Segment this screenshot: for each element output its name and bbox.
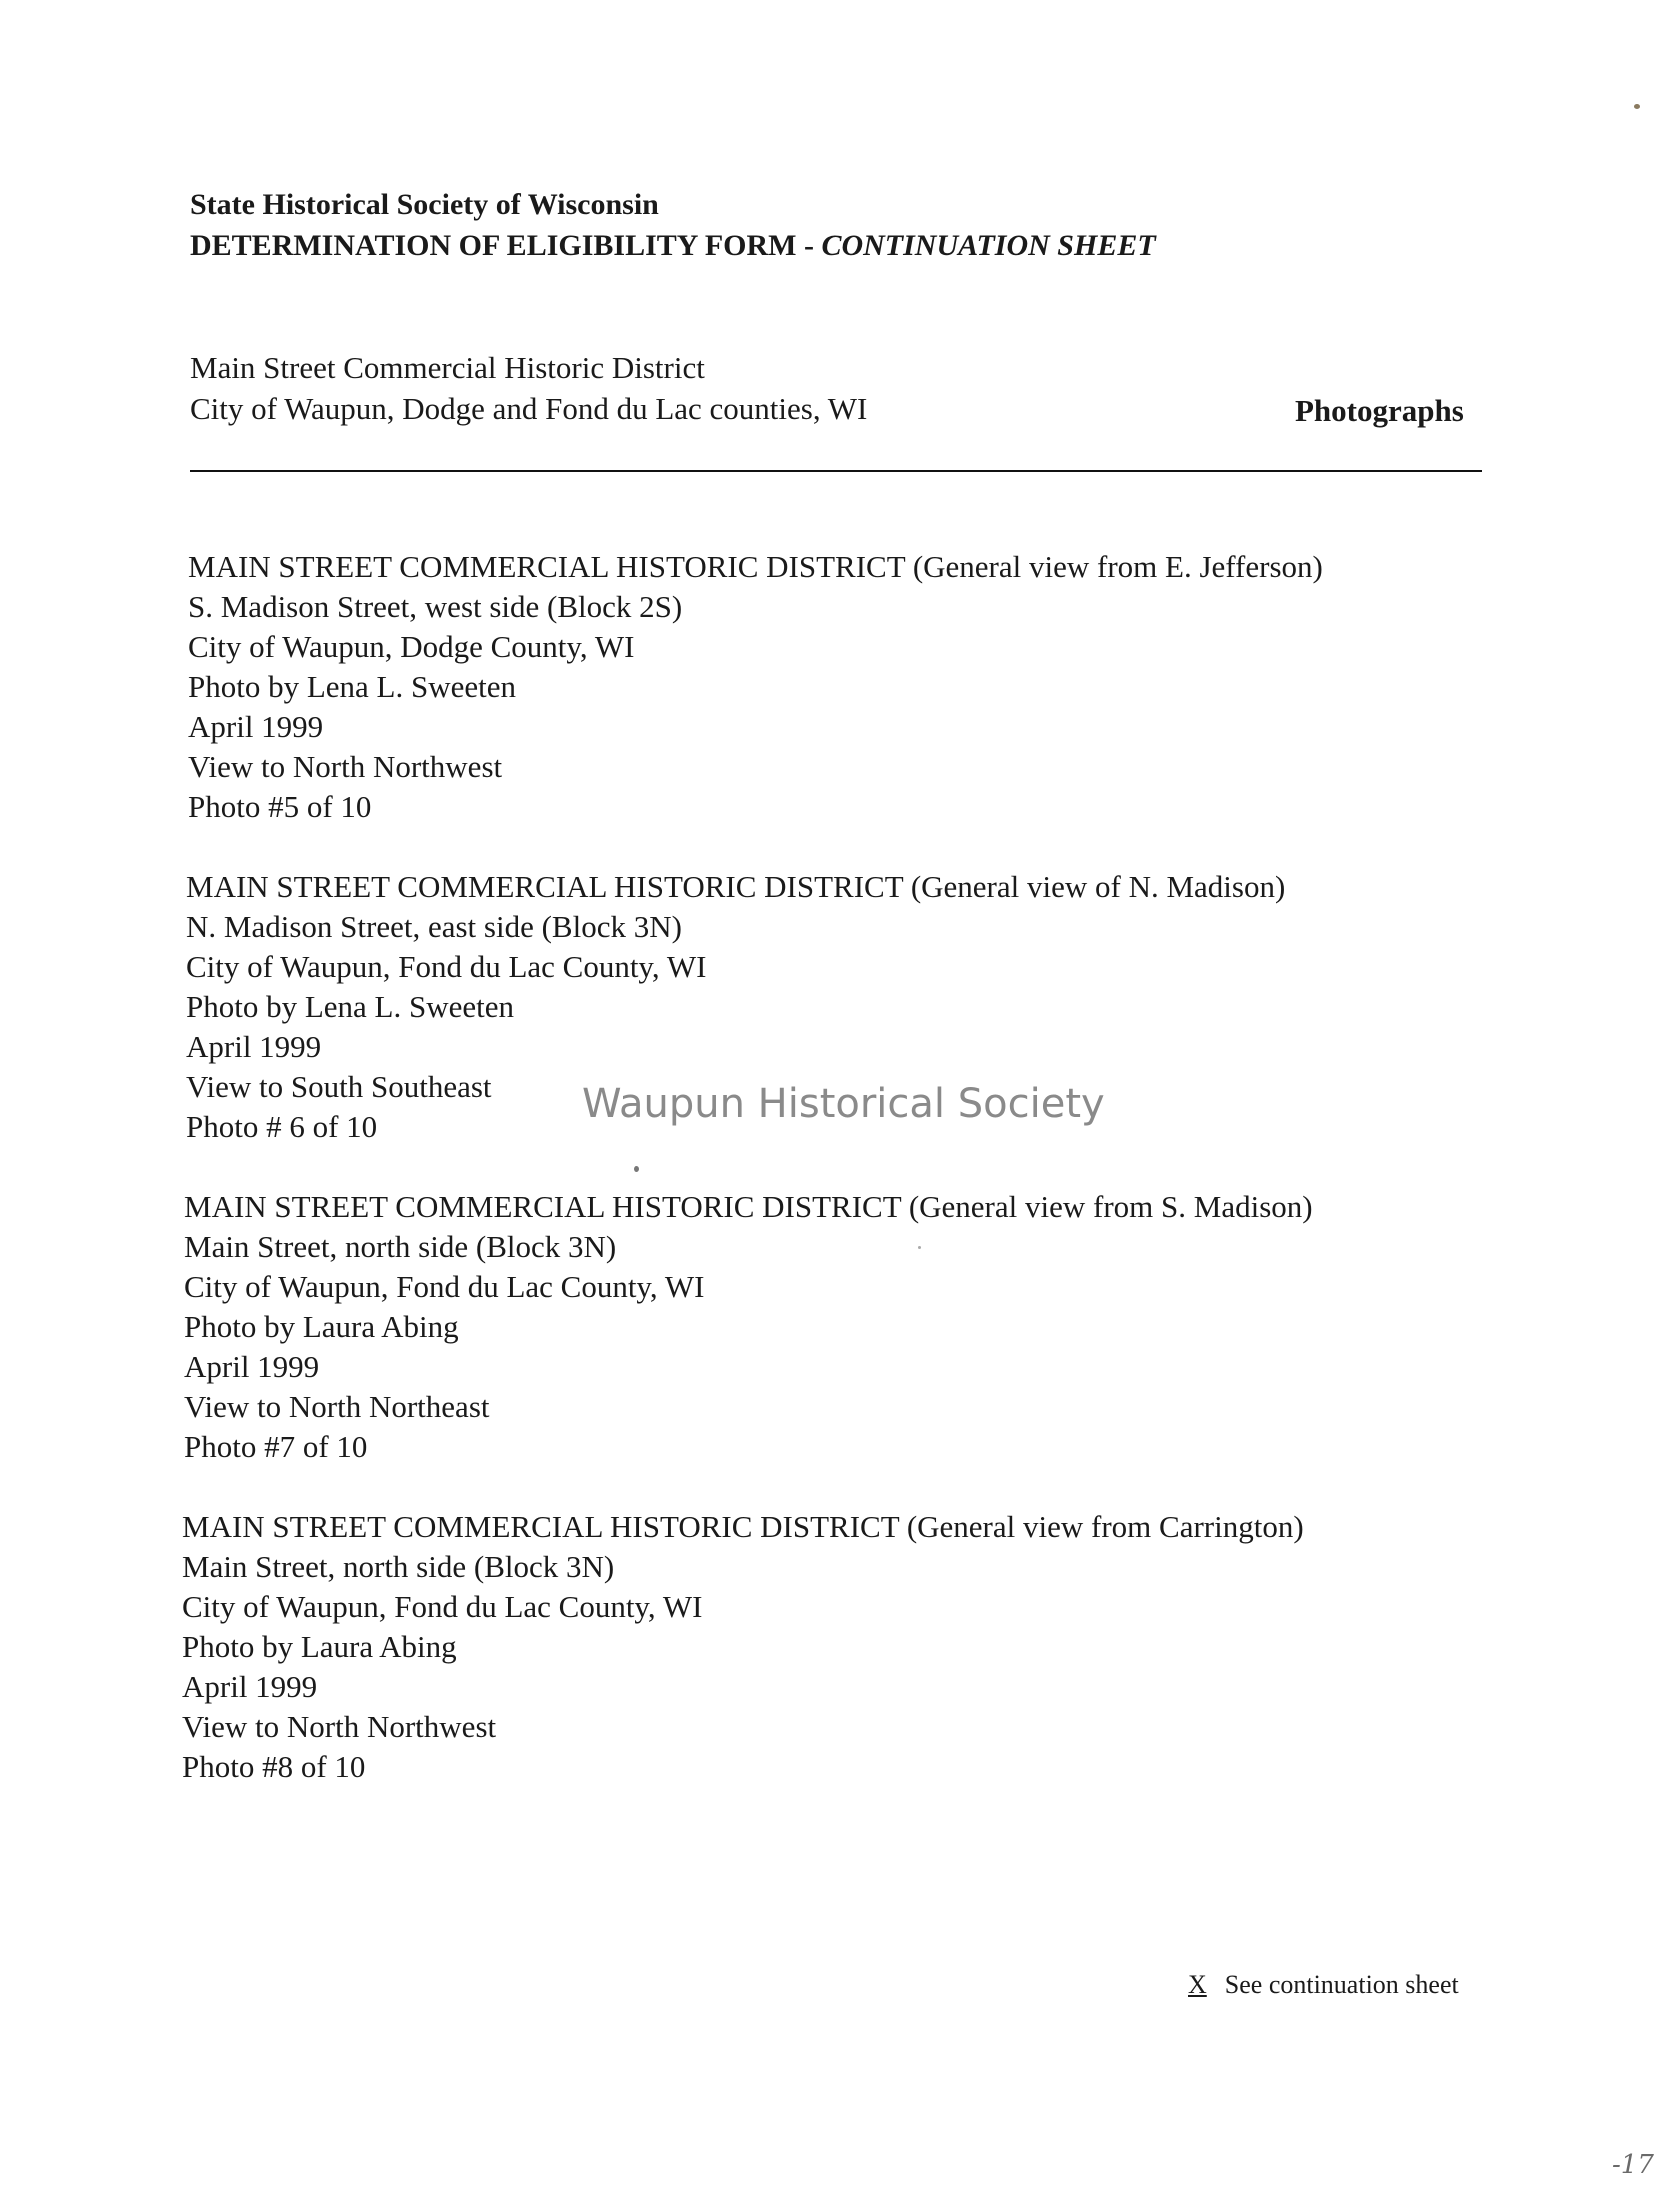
entry-street: Main Street, north side (Block 3N) (182, 1549, 615, 1584)
entry-date: April 1999 (188, 709, 324, 744)
organization-name: State Historical Society of Wisconsin (190, 188, 659, 221)
form-title (190, 229, 1156, 263)
photo-entry (182, 1507, 1304, 1787)
entry-title: MAIN STREET COMMERCIAL HISTORIC DISTRICT (General view of N. Madison) (186, 869, 1286, 904)
handwritten-page-mark: -17 (1612, 2150, 1654, 2180)
entry-view: View to North Northwest (188, 749, 503, 784)
entry-city: City of Waupun, Fond du Lac County, WI (184, 1269, 705, 1304)
entry-street: N. Madison Street, east side (Block 3N) (186, 909, 682, 944)
entry-view: View to North Northeast (184, 1389, 490, 1424)
entry-date: April 1999 (184, 1349, 320, 1384)
form-subtitle: CONTINUATION SHEET (821, 229, 1156, 262)
form-title-main: DETERMINATION OF ELIGIBILITY FORM - (190, 229, 822, 262)
entry-photo-number: Photo #8 of 10 (182, 1749, 366, 1784)
entry-photo-number: Photo # 6 of 10 (186, 1109, 378, 1144)
paper-speck (1634, 104, 1640, 109)
entry-photographer: Photo by Lena L. Sweeten (188, 669, 517, 704)
watermark: Waupun Historical Society (582, 1081, 1105, 1127)
entry-street: Main Street, north side (Block 3N) (184, 1229, 617, 1264)
entry-city: City of Waupun, Dodge County, WI (188, 629, 635, 664)
photo-entry (188, 547, 1323, 827)
entry-photographer: Photo by Laura Abing (182, 1629, 457, 1664)
entry-photographer: Photo by Lena L. Sweeten (186, 989, 515, 1024)
entry-title: MAIN STREET COMMERCIAL HISTORIC DISTRICT (General view from E. Jefferson) (188, 549, 1323, 584)
continuation-text: See continuation sheet (1224, 1970, 1459, 1999)
entry-date: April 1999 (186, 1029, 322, 1064)
continuation-note (1170, 1970, 1459, 2000)
property-name: Main Street Commercial Historic District (190, 350, 705, 385)
entry-date: April 1999 (182, 1669, 318, 1704)
entry-city: City of Waupun, Fond du Lac County, WI (186, 949, 707, 984)
header-divider (190, 470, 1482, 472)
entry-view: View to South Southeast (186, 1069, 492, 1104)
paper-speck (634, 1166, 639, 1172)
entry-title: MAIN STREET COMMERCIAL HISTORIC DISTRICT (General view from S. Madison) (184, 1189, 1313, 1224)
entry-photo-number: Photo #7 of 10 (184, 1429, 368, 1464)
property-location: City of Waupun, Dodge and Fond du Lac counties, WI (190, 391, 868, 426)
paper-speck (918, 1246, 921, 1249)
photo-entry (184, 1187, 1313, 1467)
continuation-mark: X (1188, 1970, 1207, 1999)
entry-title: MAIN STREET COMMERCIAL HISTORIC DISTRICT (General view from Carrington) (182, 1509, 1304, 1544)
entry-photographer: Photo by Laura Abing (184, 1309, 459, 1344)
entry-view: View to North Northwest (182, 1709, 497, 1744)
entry-photo-number: Photo #5 of 10 (188, 789, 372, 824)
section-label: Photographs (1295, 393, 1464, 428)
entry-city: City of Waupun, Fond du Lac County, WI (182, 1589, 703, 1624)
entry-street: S. Madison Street, west side (Block 2S) (188, 589, 683, 624)
